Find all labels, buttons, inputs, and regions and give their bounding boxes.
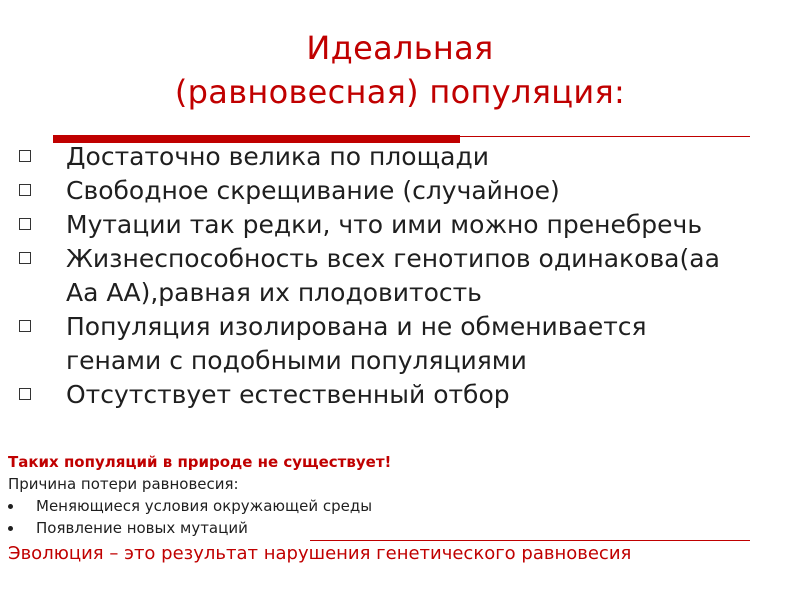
square-bullet-icon	[19, 252, 31, 264]
condition-item	[0, 140, 720, 174]
conditions-list	[0, 140, 720, 412]
note-cause-heading: Причина потери равновесия:	[8, 475, 239, 493]
cause-text: Появление новых мутаций	[36, 519, 248, 537]
condition-text-continued: генами с подобными популяциями	[66, 346, 527, 375]
condition-item	[0, 174, 720, 208]
square-bullet-icon	[19, 218, 31, 230]
slide-title-line-1: Идеальная	[306, 29, 494, 67]
condition-item	[0, 242, 720, 310]
condition-text: Жизнеспособность всех генотипов одинакова(аа	[66, 244, 720, 273]
note-highlight: Таких популяций в природе не существует!	[8, 453, 392, 471]
square-bullet-icon	[19, 320, 31, 332]
slide-title-line-2: (равновесная) популяция:	[174, 73, 626, 111]
condition-text: Популяция изолирована и не обменивается	[66, 312, 647, 341]
condition-text-continued: Аа АА),равная их плодовитость	[66, 278, 482, 307]
round-bullet-icon	[8, 526, 13, 531]
conclusion-text: Эволюция – это результат нарушения генетического равновесия	[8, 543, 632, 564]
round-bullet-icon	[8, 504, 13, 509]
cause-text: Меняющиеся условия окружающей среды	[36, 497, 373, 515]
condition-text: Отсутствует естественный отбор	[66, 380, 510, 409]
footer-notes	[8, 451, 788, 567]
causes-list	[8, 495, 788, 539]
cause-item	[8, 517, 788, 539]
square-bullet-icon	[19, 388, 31, 400]
condition-item	[0, 208, 720, 242]
condition-item	[0, 378, 720, 412]
square-bullet-icon	[19, 150, 31, 162]
condition-text: Достаточно велика по площади	[66, 142, 489, 171]
square-bullet-icon	[19, 184, 31, 196]
cause-item	[8, 495, 788, 517]
title-underline-thin	[460, 136, 750, 137]
condition-text: Мутации так редки, что ими можно пренебречь	[66, 210, 703, 239]
slide-title	[0, 26, 800, 114]
condition-item	[0, 310, 720, 378]
condition-text: Свободное скрещивание (случайное)	[66, 176, 560, 205]
